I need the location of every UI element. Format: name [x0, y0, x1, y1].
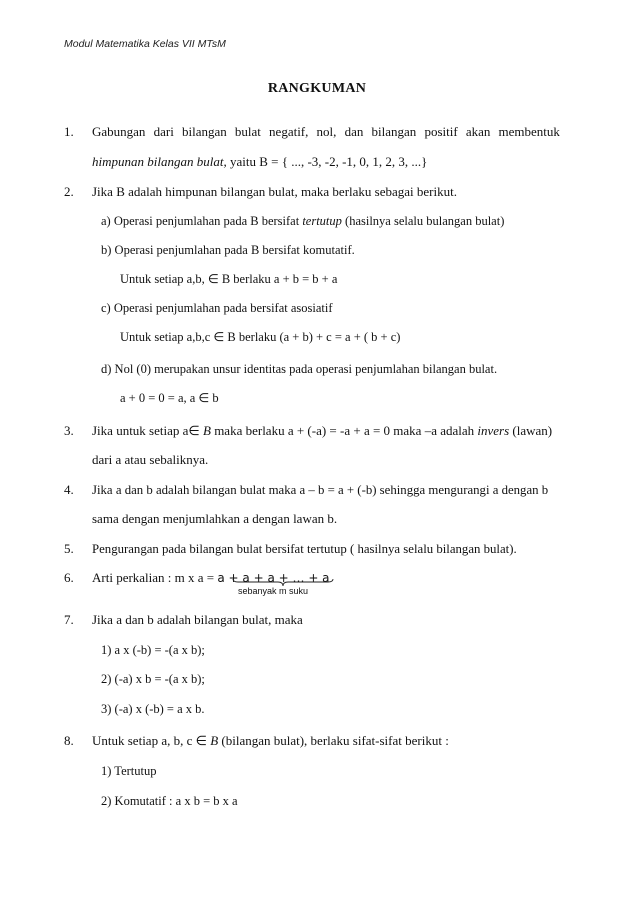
item-2-sub-b: b) Operasi penjumlahan pada B bersifat komutatif. [101, 243, 355, 257]
item-5-line-1: Pengurangan pada bilangan bulat bersifat tertutup ( hasilnya selalu bilangan bulat). [92, 542, 517, 556]
item-6-line-1: Arti perkalian : m x a = a + a + a + … + a [92, 570, 330, 585]
item-1-word: bilangan [371, 124, 417, 139]
item-number: 5. [64, 541, 74, 556]
item-number: 3. [64, 423, 74, 438]
item-4-line-1: Jika a dan b adalah bilangan bulat maka a – b = a + (-b) sehingga mengurangi a dengan b [92, 483, 549, 497]
item-1-word: bilangan [181, 124, 227, 139]
item-1-word: positif [424, 124, 458, 139]
item-number: 4. [64, 482, 74, 497]
item-3-line-1: Jika untuk setiap a∈ B maka berlaku a + (-a) = -a + a = 0 maka –a adalah invers (lawan) [92, 423, 553, 438]
item-1-line-2: himpunan bilangan bulat, yaitu B = { ..., -3, -2, -1, 0, 1, 2, 3, ...} [92, 154, 428, 169]
item-2-line-1: Jika B adalah himpunan bilangan bulat, maka berlaku sebagai berikut. [92, 184, 457, 199]
item-4-line-2: sama dengan menjumlahkan a dengan lawan b. [92, 511, 338, 526]
item-2-sub-d-detail: a + 0 = 0 = a, a ∈ b [120, 391, 219, 405]
item-6-expression: a + a + a + … + a [217, 571, 330, 585]
item-2-sub-c-detail: Untuk setiap a,b,c ∈ B berlaku (a + b) + c = a + ( b + c) [120, 330, 401, 344]
item-8-line-1: Untuk setiap a, b, c ∈ B (bilangan bulat), berlaku sifat-sifat berikut : [92, 733, 449, 748]
page-title: RANGKUMAN [267, 81, 367, 96]
item-number: 2. [64, 184, 74, 199]
item-1-word: Gabungan [92, 124, 146, 139]
item-1-word: dan [344, 124, 364, 139]
item-2-sub-a: a) Operasi penjumlahan pada B bersifat tertutup (hasilnya selalu bulangan bulat) [101, 214, 505, 228]
item-2-sub-d: d) Nol (0) merupakan unsur identitas pada operasi penjumlahan bilangan bulat. [101, 362, 498, 376]
item-1-word: nol, [316, 124, 337, 139]
page-header: Modul Matematika Kelas VII MTsM [64, 38, 226, 50]
item-1-word: negatif, [269, 124, 309, 139]
item-7-sub-2: 2) (-a) x b = -(a x b); [101, 672, 205, 686]
item-1-word: dari [153, 124, 174, 139]
item-number: 1. [64, 124, 74, 139]
item-1-line-1 [92, 124, 560, 140]
item-7-sub-1: 1) a x (-b) = -(a x b); [101, 643, 205, 657]
item-number: 6. [64, 570, 74, 585]
item-6-underbrace-label: sebanyak m suku [238, 586, 309, 596]
item-number: 7. [64, 612, 74, 627]
item-2-sub-c: c) Operasi penjumlahan pada bersifat asosiatif [101, 301, 333, 315]
item-number: 8. [64, 733, 74, 748]
item-7-sub-3: 3) (-a) x (-b) = a x b. [101, 702, 205, 716]
item-1-word: akan [465, 124, 491, 139]
item-8-sub-2: 2) Komutatif : a x b = b x a [101, 794, 238, 808]
item-1-word: membentuk [498, 124, 560, 139]
item-2-sub-b-detail: Untuk setiap a,b, ∈ B berlaku a + b = b + a [120, 272, 338, 286]
item-7-line-1: Jika a dan b adalah bilangan bulat, maka [92, 612, 303, 627]
item-1-word: bulat [234, 124, 261, 139]
item-8-sub-1: 1) Tertutup [101, 764, 157, 778]
item-3-line-2: dari a atau sebaliknya. [92, 452, 209, 467]
